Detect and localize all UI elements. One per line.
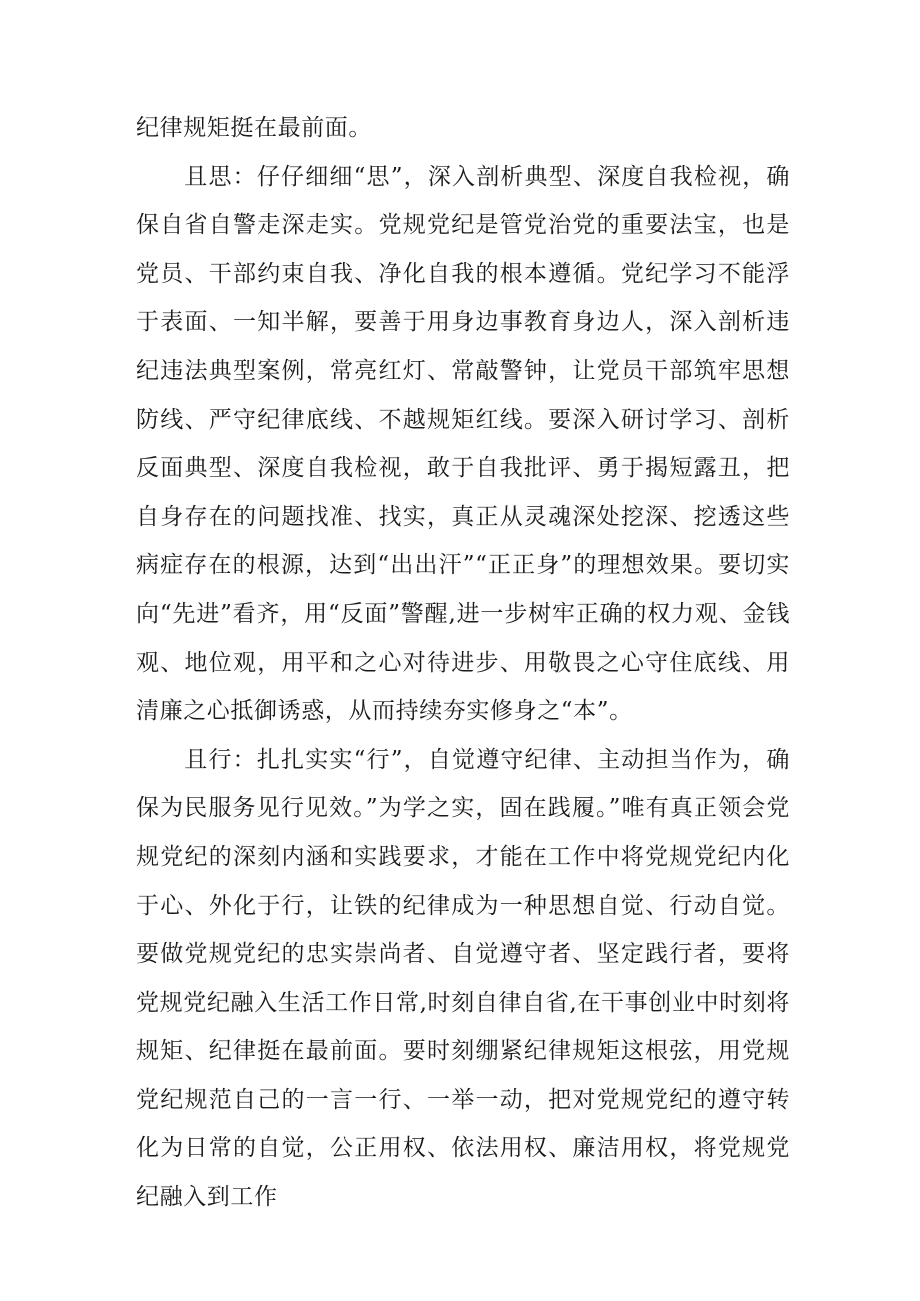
paragraph-reflect: 且思：仔仔细细“思”，深入剖析典型、深度自我检视，确保自省自警走深走实。党规党纪是管党治党的重要法宝，也是党员、干部约束自我、净化自我的根本遵循。党纪学习不能浮于表面、一知半解，要善于用身边事教育身边人，深入剖析违纪违法典型案例，常亮红灯、常敲警钟，让党员干部筑牢思想防线、严守纪律底线、不越规矩红线。要深入研讨学习、剖析反面典型、深度自我检视，敢于自我批评、勇于揭短露丑，把自身存在的问题找准、找实，真正从灵魂深处挖深、挖透这些病症存在的根源，达到“出出汗”“正正身”的理想效果。要切实向“先进”看齐，用“反面”警醒,进一步树牢正确的权力观、金钱观、地位观，用平和之心对待进步、用敬畏之心守住底线、用清廉之心抵御诱惑，从而持续夯实修身之“本”。	[136, 163, 790, 725]
paragraph-continuation: 纪律规矩挺在最前面。	[136, 115, 372, 141]
paragraph-act: 且行：扎扎实实“行”，自觉遵守纪律、主动担当作为，确保为民服务见行见效。”为学之实，固在践履。”唯有真正领会党规党纪的深刻内涵和实践要求，才能在工作中将党规党纪内化于心、外化于行，让铁的纪律成为一种思想自觉、行动自觉。要做党规党纪的忠实崇尚者、自觉遵守者、坚定践行者，要将党规党纪融入生活工作日常,时刻自律自省,在干事创业中时刻将规矩、纪律挺在最前面。要时刻绷紧纪律规矩这根弦，用党规党纪规范自己的一言一行、一举一动，把对党规党纪的遵守转化为日常的自觉，公正用权、依法用权、廉洁用权，将党规党纪融入到工作	[136, 746, 790, 1211]
document-body	[136, 104, 790, 1222]
